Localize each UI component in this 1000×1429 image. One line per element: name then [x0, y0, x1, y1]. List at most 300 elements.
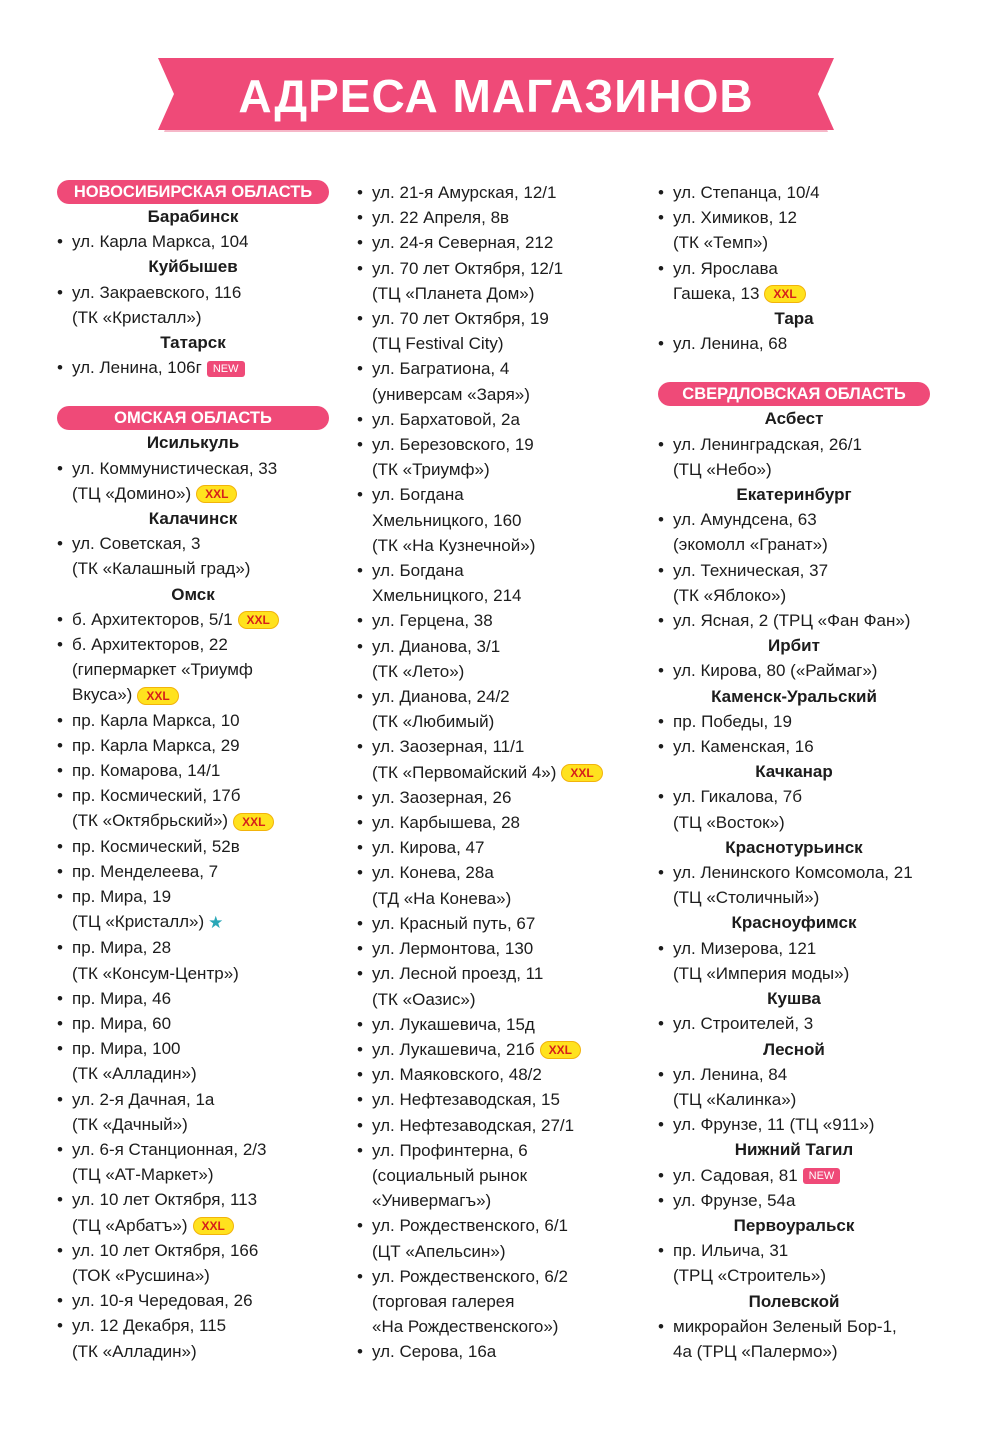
address-line: [372, 1213, 657, 1238]
address-text: ул. Конева, 28а: [372, 863, 494, 883]
xxl-badge: XXL: [561, 764, 602, 782]
store-address: [357, 256, 657, 306]
store-address: [57, 1288, 357, 1313]
address-line: [72, 961, 357, 986]
store-address: [57, 758, 357, 783]
address-text: (ТК «Лето»): [372, 661, 465, 681]
region-header: СВЕРДЛОВСКАЯ ОБЛАСТЬ: [658, 382, 930, 406]
address-line: [673, 936, 958, 961]
address-text: пр. Мира, 60: [72, 1014, 172, 1033]
address-line: [372, 1163, 657, 1188]
store-address: [57, 456, 357, 506]
address-text: пр. Карла Маркса, 29: [72, 735, 240, 755]
address-line: [673, 256, 958, 281]
address-line: [673, 532, 958, 557]
address-line: [673, 558, 958, 583]
store-address: [357, 1087, 657, 1112]
store-address: [357, 810, 657, 835]
address-line: [72, 1238, 357, 1263]
new-badge: NEW: [207, 361, 245, 377]
region-header: НОВОСИБИРСКАЯ ОБЛАСТЬ: [57, 180, 329, 204]
city-heading: Качканар: [755, 762, 833, 782]
address-line: [673, 457, 958, 482]
address-line: [72, 708, 357, 733]
address-text: (ТЦ «Калинка»): [673, 1089, 797, 1109]
store-address: [57, 986, 357, 1011]
address-line: [673, 734, 958, 759]
address-text: ул. Амундсена, 63: [673, 510, 817, 530]
address-text: (ТЦ «Столичный»): [673, 888, 820, 908]
address-text: ул. Строителей, 3: [673, 1014, 814, 1034]
store-address: [57, 607, 357, 632]
xxl-badge: XXL: [233, 813, 274, 831]
address-line: [673, 331, 958, 356]
address-line: [72, 1112, 357, 1137]
address-text: ул. Богдана: [372, 485, 464, 505]
address-line: [673, 1263, 958, 1288]
address-line: [673, 961, 958, 986]
xxl-badge: XXL: [137, 687, 178, 705]
store-address: [658, 734, 958, 759]
address-text: ул. Степанца, 10/4: [673, 183, 820, 202]
address-line: [372, 180, 657, 205]
address-text: Гашека, 13: [673, 283, 760, 303]
address-text: ул. Техническая, 37: [673, 560, 829, 580]
store-address: [357, 230, 657, 255]
address-text: ул. Гикалова, 7б: [673, 787, 803, 807]
store-address: [57, 229, 357, 254]
address-text: ул. 24-я Северная, 212: [372, 233, 554, 253]
address-text: (универсам «Заря»): [372, 384, 530, 404]
address-text: ул. Нефтезаводская, 27/1: [372, 1115, 575, 1135]
address-line: [372, 331, 657, 356]
address-text: «На Рождественского»): [372, 1317, 559, 1337]
address-line: [372, 936, 657, 961]
store-address: [57, 1313, 357, 1363]
address-line: [72, 986, 357, 1011]
store-address: [357, 1012, 657, 1037]
address-text: (ТК «Дачный»): [72, 1114, 188, 1134]
address-line: [673, 205, 958, 230]
address-text: ул. Багратиона, 4: [372, 359, 510, 379]
address-text: ул. Ленина, 84: [673, 1064, 788, 1084]
address-line: [72, 607, 357, 632]
address-text: ул. Рождественского, 6/1: [372, 1216, 569, 1236]
store-address: [357, 936, 657, 961]
address-line: [72, 1187, 357, 1212]
store-address: [357, 1062, 657, 1087]
address-line: [372, 508, 657, 533]
address-text: (ТЦ «АТ-Маркет»): [72, 1165, 214, 1185]
address-line: [372, 709, 657, 734]
store-address: [57, 1137, 357, 1187]
address-text: пр. Космический, 17б: [72, 786, 241, 806]
address-line: [72, 1011, 357, 1036]
address-text: ул. Ленина, 68: [673, 334, 788, 354]
address-line: [72, 808, 357, 833]
address-text: (торговая галерея: [372, 1291, 515, 1311]
address-text: ул. 10 лет Октября, 166: [72, 1240, 259, 1260]
store-address: [357, 911, 657, 936]
store-address: [57, 1187, 357, 1237]
address-line: [673, 507, 958, 532]
address-line: [673, 583, 958, 608]
column-2: [357, 180, 657, 1365]
address-text: Вкуса»): [72, 685, 133, 705]
address-text: (ТК «Триумф»): [372, 460, 490, 480]
address-text: (ТК «Любимый): [372, 712, 495, 732]
new-badge: NEW: [803, 1168, 841, 1184]
address-text: ул. Ленина, 106г: [72, 358, 202, 378]
address-text: (ТК «Кристалл»): [72, 307, 202, 327]
store-address: [357, 860, 657, 910]
address-line: [372, 1289, 657, 1314]
store-address: [658, 432, 958, 482]
star-icon: ★: [208, 913, 224, 933]
address-text: ул. 22 Апреля, 8в: [372, 208, 510, 228]
address-line: [372, 205, 657, 230]
address-text: ул. Маяковского, 48/2: [372, 1065, 542, 1085]
address-line: [372, 230, 657, 255]
address-text: ул. Ясная, 2 (ТРЦ «Фан Фан»): [673, 611, 911, 631]
store-address: [658, 658, 958, 683]
city-heading: Асбест: [764, 409, 824, 429]
store-address: [357, 835, 657, 860]
address-text: (экомолл «Гранат»): [673, 535, 828, 555]
address-text: (ТЦ «Империя моды»): [673, 963, 850, 983]
store-address: [357, 306, 657, 356]
store-address: [357, 205, 657, 230]
address-line: [673, 1062, 958, 1087]
address-text: ул. Ленинского Комсомола, 21: [673, 863, 913, 883]
address-line: [72, 935, 357, 960]
store-address: [57, 783, 357, 833]
store-address: [658, 205, 958, 255]
address-text: пр. Менделеева, 7: [72, 861, 219, 881]
address-line: [372, 684, 657, 709]
address-line: [72, 456, 357, 481]
address-line: [673, 1011, 958, 1036]
address-text: ул. Дианова, 24/2: [372, 687, 510, 707]
address-line: [673, 1188, 958, 1213]
address-line: [372, 659, 657, 684]
address-line: [72, 733, 357, 758]
city-heading: Барабинск: [147, 207, 239, 226]
xxl-badge: XXL: [540, 1041, 581, 1059]
address-line: [372, 734, 657, 759]
city-heading: Нижний Тагил: [734, 1140, 854, 1160]
address-line: [72, 909, 357, 935]
address-text: (гипермаркет «Триумф: [72, 660, 253, 680]
address-text: «Универмагъ»): [372, 1191, 492, 1211]
city-heading: Кушва: [767, 989, 821, 1009]
address-line: [72, 783, 357, 808]
address-text: ул. 2-я Дачная, 1а: [72, 1089, 215, 1109]
address-text: ул. Богдана: [372, 561, 464, 581]
city-heading: Куйбышев: [148, 257, 238, 277]
address-text: пр. Мира, 19: [72, 887, 172, 907]
city-heading: Красноуфимск: [731, 913, 857, 933]
address-line: [72, 632, 357, 657]
address-text: ул. Коммунистическая, 33: [72, 458, 278, 478]
address-text: ул. Бархатовой, 2а: [372, 409, 520, 429]
address-line: [372, 1239, 657, 1264]
address-text: пр. Мира, 46: [72, 988, 172, 1008]
address-text: (ТЦ «Кристалл»): [72, 912, 205, 932]
address-line: [673, 1087, 958, 1112]
address-text: (ТК «Оазис»): [372, 989, 476, 1009]
address-line: [72, 355, 357, 380]
address-line: [372, 382, 657, 407]
city-heading: Екатеринбург: [736, 485, 852, 505]
address-line: [372, 1062, 657, 1087]
address-text: (ТК «Консум-Центр»): [72, 963, 239, 983]
address-text: (ТК «Первомайский 4»): [372, 762, 557, 782]
city-heading: Полевской: [748, 1291, 840, 1311]
store-address: [357, 1138, 657, 1214]
city-heading: Тара: [774, 309, 814, 329]
address-line: [72, 1288, 357, 1313]
column-3: [658, 180, 958, 1364]
address-line: [372, 1012, 657, 1037]
address-text: (ТЦ Festival City): [372, 334, 504, 354]
address-line: [372, 1113, 657, 1138]
address-text: (ТК «Алладин»): [72, 1341, 197, 1361]
address-line: [372, 987, 657, 1012]
address-line: [72, 531, 357, 556]
address-text: Хмельницкого, 160: [372, 510, 522, 530]
city-heading: Калачинск: [148, 509, 238, 529]
address-line: [72, 556, 357, 581]
address-text: микрорайон Зеленый Бор-1,: [673, 1316, 897, 1336]
address-text: пр. Мира, 100: [72, 1039, 181, 1059]
address-line: [372, 256, 657, 281]
store-address: [357, 785, 657, 810]
store-address: [357, 634, 657, 684]
store-address: [57, 1036, 357, 1086]
address-text: ул. Серова, 16а: [372, 1342, 497, 1362]
address-text: ул. Лукашевича, 15д: [372, 1014, 535, 1034]
address-text: ул. Дианова, 3/1: [372, 636, 501, 656]
column-1: [57, 180, 357, 1364]
address-line: [673, 281, 958, 306]
store-address: [658, 936, 958, 986]
address-text: пр. Космический, 52в: [72, 836, 240, 856]
address-line: [372, 432, 657, 457]
store-address: [658, 331, 958, 356]
store-address: [658, 1011, 958, 1036]
store-address: [658, 1112, 958, 1137]
store-address: [658, 180, 958, 205]
address-text: ул. Лесной проезд, 11: [372, 964, 544, 984]
address-line: [372, 482, 657, 507]
address-line: [372, 760, 657, 785]
address-line: [372, 1314, 657, 1339]
address-text: ул. Фрунзе, 54а: [673, 1190, 796, 1210]
address-line: [673, 1339, 958, 1364]
address-line: [372, 533, 657, 558]
address-text: ул. Советская, 3: [72, 534, 201, 554]
address-line: [72, 657, 357, 682]
store-address: [57, 884, 357, 935]
xxl-badge: XXL: [764, 285, 805, 303]
address-text: пр. Победы, 19: [673, 711, 792, 731]
address-text: ул. Нефтезаводская, 15: [372, 1090, 560, 1110]
store-address: [357, 1264, 657, 1340]
store-address: [357, 1037, 657, 1062]
address-text: ул. Ярослава: [673, 258, 778, 278]
xxl-badge: XXL: [238, 611, 279, 629]
store-address: [658, 784, 958, 834]
store-address: [57, 859, 357, 884]
store-address: [357, 961, 657, 1011]
address-text: ул. Закраевского, 116: [72, 282, 242, 302]
address-line: [372, 634, 657, 659]
address-text: ул. Фрунзе, 11 (ТЦ «911»): [673, 1115, 875, 1135]
address-line: [673, 658, 958, 683]
address-text: ул. Профинтерна, 6: [372, 1140, 528, 1160]
address-line: [372, 860, 657, 885]
store-address: [357, 558, 657, 608]
address-text: ул. Ленинградская, 26/1: [673, 434, 862, 454]
store-address: [57, 834, 357, 859]
store-address: [658, 1238, 958, 1288]
store-address: [658, 1314, 958, 1364]
address-line: [673, 784, 958, 809]
address-line: [372, 810, 657, 835]
address-text: ул. Заозерная, 26: [372, 787, 512, 807]
store-address: [357, 356, 657, 406]
address-text: (ТЦ «Арбатъ»): [72, 1215, 188, 1235]
address-text: ул. 12 Декабря, 115: [72, 1316, 227, 1336]
address-line: [72, 859, 357, 884]
city-heading: Омск: [171, 584, 215, 604]
address-line: [673, 432, 958, 457]
address-text: ул. Заозерная, 11/1: [372, 737, 525, 757]
address-text: (ТОК «Русшина»): [72, 1266, 210, 1286]
address-text: ул. Лукашевича, 21б: [372, 1039, 535, 1059]
city-heading: Татарск: [160, 333, 226, 353]
address-text: ул. Карбышева, 28: [372, 813, 521, 833]
address-text: ул. 21-я Амурская, 12/1: [372, 183, 557, 202]
address-text: (ТК «Октябрьский»): [72, 811, 229, 831]
address-line: [673, 1163, 958, 1188]
address-line: [72, 229, 357, 254]
address-line: [372, 407, 657, 432]
address-line: [673, 1112, 958, 1137]
store-address: [658, 709, 958, 734]
address-line: [372, 558, 657, 583]
address-text: (социальный рынок: [372, 1165, 528, 1185]
address-text: (ТЦ «Восток»): [673, 812, 785, 832]
address-text: ул. 70 лет Октября, 12/1: [372, 258, 564, 278]
store-address: [57, 708, 357, 733]
address-text: ул. Химиков, 12: [673, 208, 797, 228]
address-text: (ТРЦ «Строитель»): [673, 1266, 826, 1286]
address-text: (ТК «Алладин»): [72, 1064, 197, 1084]
store-address: [57, 1087, 357, 1137]
address-line: [673, 810, 958, 835]
address-line: [72, 1061, 357, 1086]
store-address: [658, 256, 958, 306]
address-text: ул. 10-я Чередовая, 26: [72, 1291, 253, 1311]
address-text: ул. Садовая, 81: [673, 1165, 798, 1185]
store-address: [357, 1339, 657, 1364]
address-text: б. Архитекторов, 5/1: [72, 609, 233, 629]
store-address: [357, 1113, 657, 1138]
store-address: [357, 1213, 657, 1263]
title-banner: [158, 58, 834, 134]
address-text: 4а (ТРЦ «Палермо»): [673, 1341, 838, 1361]
address-line: [72, 1313, 357, 1338]
store-address: [57, 632, 357, 708]
store-address: [357, 608, 657, 633]
address-line: [72, 682, 357, 707]
address-text: ул. Лермонтова, 130: [372, 939, 534, 959]
address-line: [72, 481, 357, 506]
address-line: [372, 1339, 657, 1364]
address-line: [372, 1188, 657, 1213]
store-address: [57, 733, 357, 758]
address-line: [372, 961, 657, 986]
store-address: [658, 558, 958, 608]
address-line: [673, 1314, 958, 1339]
city-heading: Исилькуль: [146, 433, 240, 453]
address-line: [72, 1036, 357, 1061]
address-text: ул. Каменская, 16: [673, 737, 814, 757]
store-address: [57, 531, 357, 581]
address-text: пр. Комарова, 14/1: [72, 761, 221, 781]
store-address: [357, 482, 657, 558]
address-text: (ТД «На Конева»): [372, 888, 512, 908]
address-text: ул. Карла Маркса, 104: [72, 232, 249, 252]
address-text: ул. Рождественского, 6/2: [372, 1266, 569, 1286]
address-text: (ТК «На Кузнечной»): [372, 535, 536, 555]
address-line: [372, 911, 657, 936]
address-line: [372, 1087, 657, 1112]
address-line: [673, 860, 958, 885]
store-address: [57, 1238, 357, 1288]
address-line: [673, 608, 958, 633]
address-line: [372, 281, 657, 306]
address-line: [372, 356, 657, 381]
store-address: [57, 355, 357, 380]
store-address: [658, 608, 958, 633]
address-text: (ТК «Яблоко»): [673, 585, 787, 605]
store-address: [658, 1062, 958, 1112]
city-heading: Первоуральск: [733, 1215, 855, 1235]
store-address: [357, 684, 657, 734]
address-text: (ТЦ «Планета Дом»): [372, 283, 535, 303]
address-text: ул. Кирова, 80 («Раймаг»): [673, 661, 878, 681]
address-line: [372, 457, 657, 482]
xxl-badge: XXL: [196, 485, 237, 503]
address-text: (ТК «Калашный град»): [72, 559, 251, 579]
address-line: [372, 1037, 657, 1062]
store-address: [658, 1163, 958, 1188]
city-heading: Каменск-Уральский: [711, 686, 877, 706]
address-text: ул. Герцена, 38: [372, 611, 493, 631]
xxl-badge: XXL: [193, 1217, 234, 1235]
address-line: [72, 1263, 357, 1288]
address-text: ул. Мизерова, 121: [673, 938, 817, 958]
address-text: пр. Ильича, 31: [673, 1241, 789, 1261]
address-text: (ЦТ «Апельсин»): [372, 1241, 506, 1261]
address-line: [673, 180, 958, 205]
address-line: [72, 305, 357, 330]
page-title: АДРЕСА МАГАЗИНОВ: [238, 70, 754, 122]
address-text: пр. Мира, 28: [72, 938, 172, 958]
